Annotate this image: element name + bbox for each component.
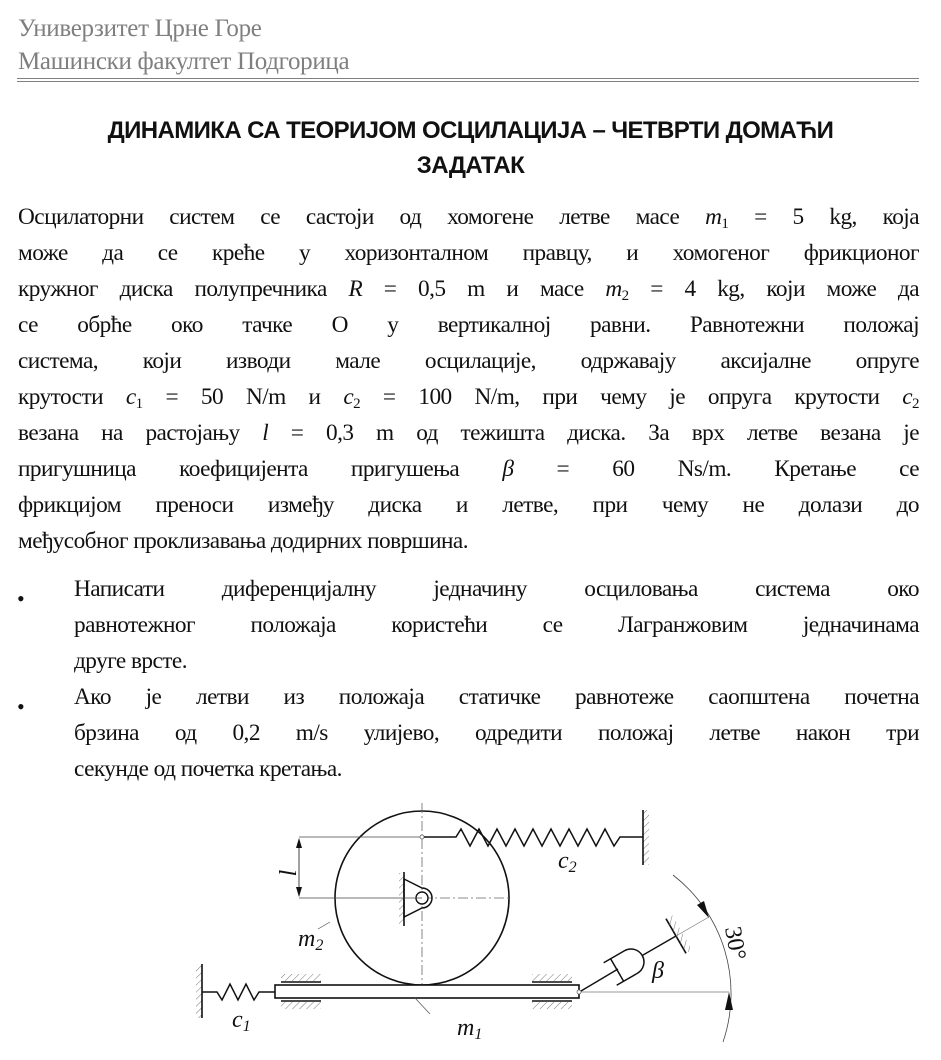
paragraph-line: Осцилаторни систем се састоји од хомогене летве масе $m_1 = 5$ kg, која (18, 204, 920, 232)
task-line: Написати диференцијалну једначину осциловања система око (74, 576, 919, 602)
bullet-icon: • (17, 586, 25, 611)
bullet-icon: • (17, 694, 25, 719)
wall-c2-icon (643, 810, 649, 865)
paragraph-line: пригушница коефицијента пригушења β = 60 Ns/m. Кретање се (18, 456, 919, 482)
paragraph-line: може да се креће у хоризонталном правцу, и хомогеног фрикционог (18, 240, 919, 266)
document-title-line-1: ДИНАМИКА СА ТЕОРИЈОМ ОСЦИЛАЦИЈА – ЧЕТВРТИ ДОМАЋИ (107, 117, 834, 144)
bar-m1 (275, 985, 579, 998)
math-subscript: 2 (621, 288, 629, 304)
task-line: секунде од почетка кретања. (74, 756, 342, 782)
spring-c1 (202, 984, 275, 1000)
leader-m1 (415, 998, 430, 1014)
math-symbol: c (902, 384, 913, 410)
label-beta: β (652, 958, 664, 984)
paragraph-line: система, који изводи мале осцилације, одржавају аксијалне опруге (18, 348, 919, 374)
math-symbol: l (262, 420, 269, 446)
math-symbol: β (502, 456, 514, 482)
document-title-line-2: ЗАДАТАК (416, 152, 525, 179)
task-line: брзина од 0,2 m/s улијево, одредити положај летве након три (74, 720, 919, 746)
label-l: l (276, 869, 302, 877)
label-c1: c1 (232, 1007, 251, 1035)
paragraph-line: кружног диска полупречника R = 0,5 m и масе $m_2 = 4$ kg, који може да (18, 276, 920, 304)
paragraph-line: се обрће око тачке O у вертикалној равни. Равнотежни положај (18, 312, 919, 338)
task-line: друге врсте. (74, 648, 187, 674)
leader-m2 (318, 922, 330, 929)
math-subscript: 2 (353, 396, 361, 412)
math-subscript: 2 (912, 396, 919, 412)
paragraph-line: међусобног проклизавања додирних површина. (18, 528, 468, 554)
paragraph-line: крутости $c_1 = 50$ N/m и $c_2 = 100$ N/m, при чему је опруга крутости $c_2$ (18, 384, 919, 412)
wall-c1-icon (196, 964, 202, 1018)
math-symbol: c (125, 384, 136, 410)
faculty-name: Машински факултет Подгорица (18, 48, 350, 75)
math-symbol: c (343, 384, 354, 410)
label-m2: m2 (298, 926, 324, 954)
label-c2: c2 (558, 848, 577, 876)
angle-arrow-bottom-icon (725, 992, 733, 1010)
spring-c2 (420, 829, 643, 846)
pivot-support-icon (399, 872, 432, 926)
damper-beta (577, 900, 719, 994)
math-subscript: 1 (721, 216, 729, 232)
task-line: Ако је летви из положаја статичке равнотеже саопштена почетна (74, 684, 919, 710)
math-symbol: R (348, 276, 363, 302)
math-symbol: m (705, 204, 722, 230)
paragraph-line: фрикцијом преноси између диска и летве, при чему не долази до (18, 492, 919, 518)
math-subscript: 1 (135, 396, 143, 412)
paragraph-line: везана на растојању l = 0,3 m од тежишта диска. За врх летве везана је (18, 420, 919, 446)
task-line: равнотежног положаја користећи се Лагранжовим једначинама (74, 612, 919, 638)
label-angle: 30° (719, 924, 751, 963)
angle-arc (673, 875, 731, 1042)
angle-arrow-top-icon (697, 901, 709, 918)
label-m1: m1 (457, 1015, 483, 1043)
university-name: Универзитет Црне Горе (18, 15, 262, 42)
math-symbol: m (605, 276, 622, 302)
